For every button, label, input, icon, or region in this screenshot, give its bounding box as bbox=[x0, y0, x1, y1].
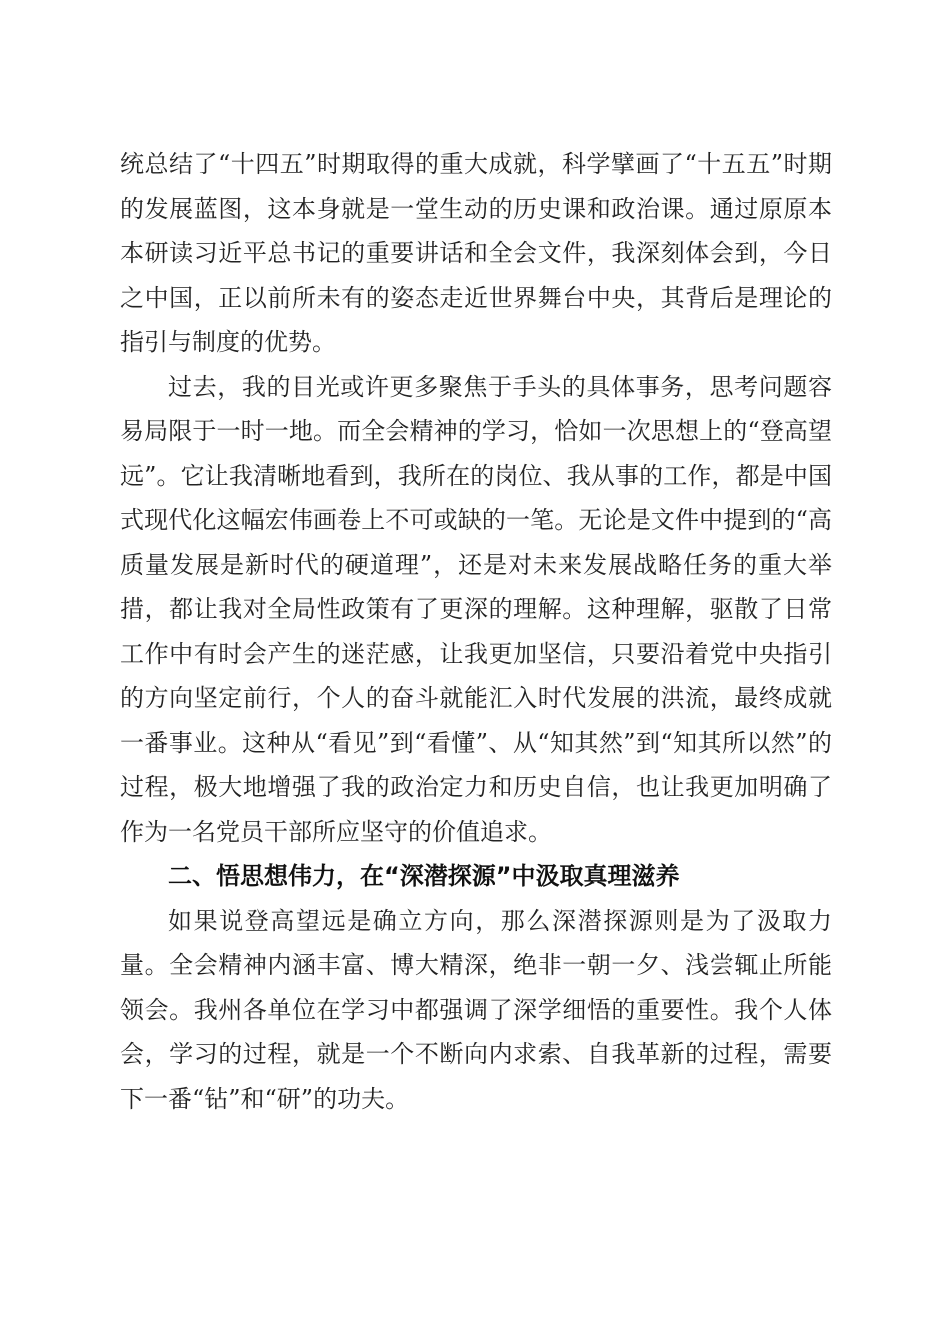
paragraph-1: 统总结了“十四五”时期取得的重大成就，科学擘画了“十五五”时期的发展蓝图，这本身就是一堂生动的历史课和政治课。通过原原本本研读习近平总书记的重要讲话和全会文件，我深刻体会到，今日之中国，正以前所未有的姿态走近世界舞台中央，其背后是理论的指引与制度的优势。 bbox=[120, 150, 832, 356]
paragraph-2: 过去，我的目光或许更多聚焦于手头的具体事务，思考问题容易局限于一时一地。而全会精神的学习，恰如一次思想上的“登高望远”。它让我清晰地看到，我所在的岗位、我从事的工作，都是中国式现代化这幅宏伟画卷上不可或缺的一笔。无论是文件中提到的“高质量发展是新时代的硬道理”，还是对未来发展战略任务的重大举措，都让我对全局性政策有了更深的理解。这种理解，驱散了日常工作中有时会产生的迷茫感，让我更加坚信，只要沿着党中央指引的方向坚定前行，个人的奋斗就能汇入时代发展的洪流，最终成就一番事业。这种从“看见”到“看懂”、从“知其然”到“知其所以然”的过程，极大地增强了我的政治定力和历史自信，也让我更加明确了作为一名党员干部所应坚守的价值追求。 bbox=[120, 372, 832, 846]
paragraph-3: 如果说登高望远是确立方向，那么深潜探源则是为了汲取力量。全会精神内涵丰富、博大精深，绝非一朝一夕、浅尝辄止所能领会。我州各单位在学习中都强调了深学细悟的重要性。我个人体会，学习的过程，就是一个不断向内求索、自我革新的过程，需要下一番“钻”和“研”的功夫。 bbox=[120, 906, 832, 1113]
document-body bbox=[120, 142, 832, 1121]
section-heading-2: 二、悟思想伟力，在“深潜探源”中汲取真理滋养 bbox=[168, 862, 680, 890]
